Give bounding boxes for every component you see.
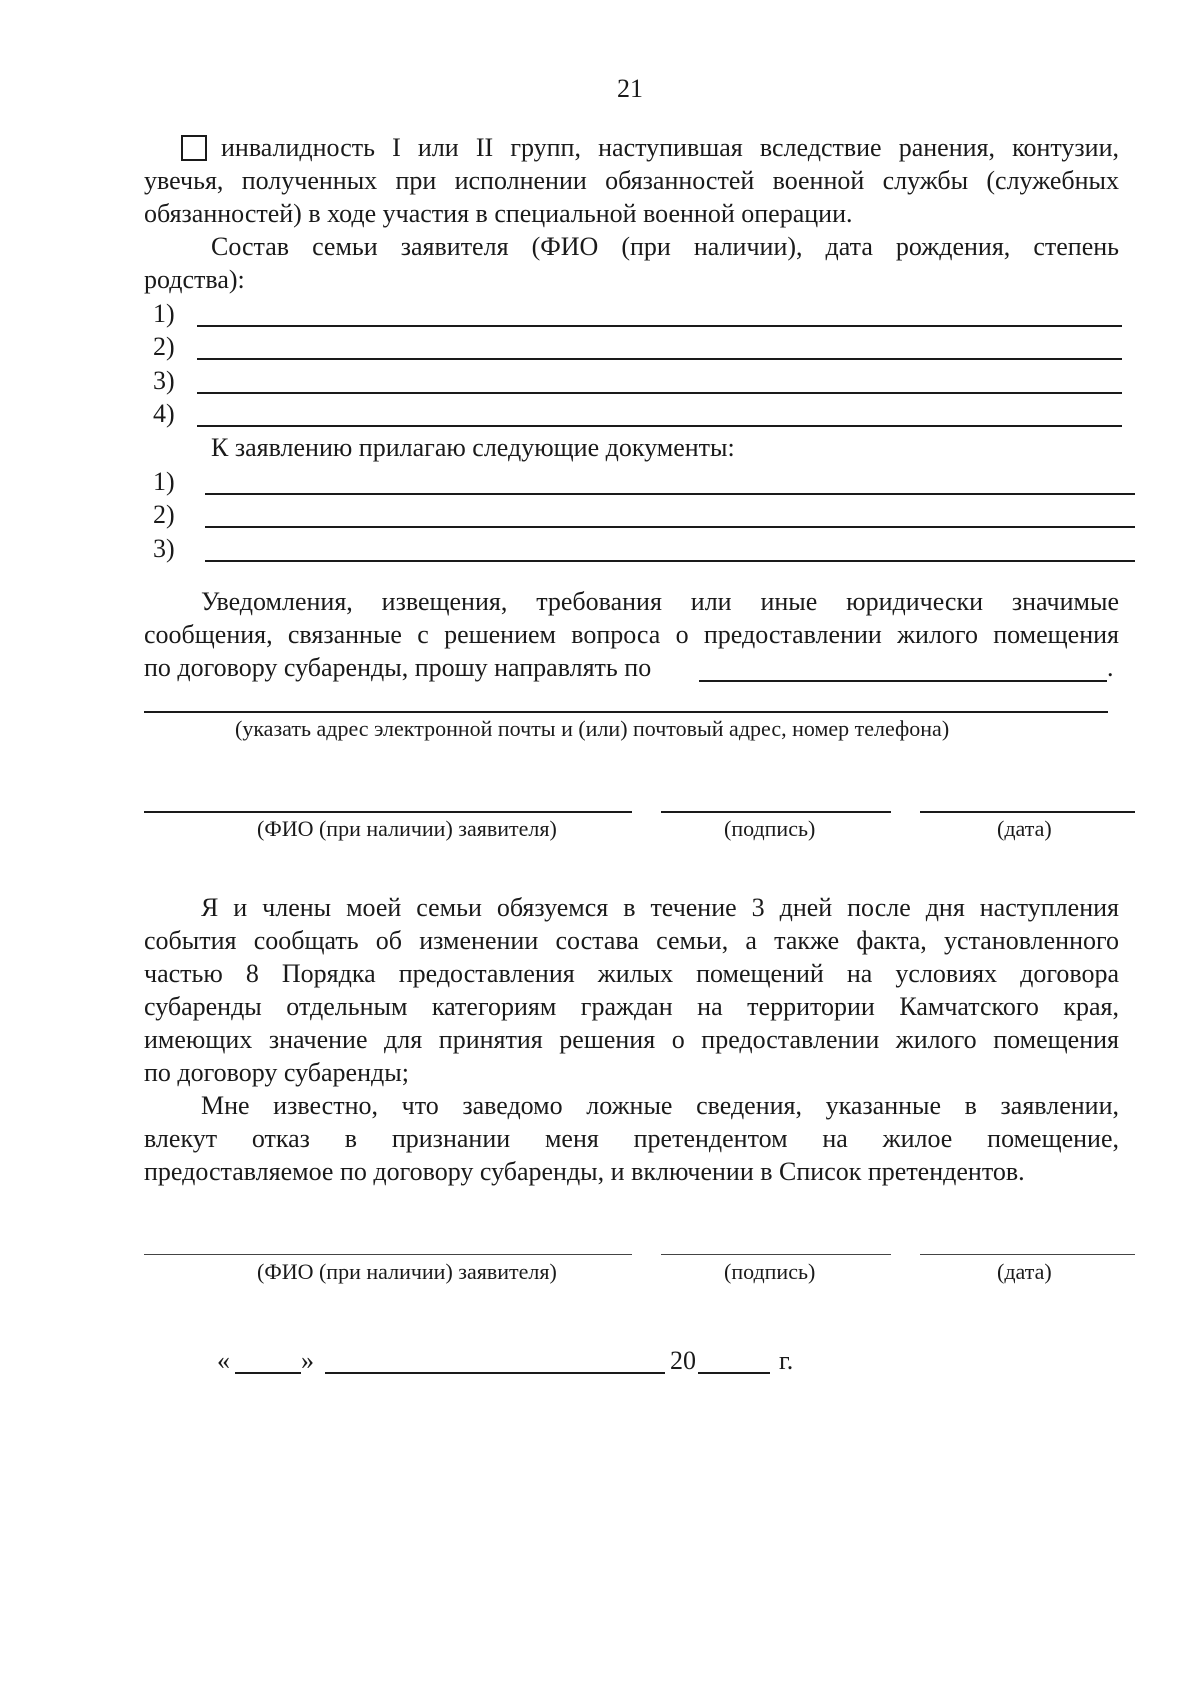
obligation-line-5: имеющих значение для принятия решения о предоставлении жилого помещения (144, 1025, 1119, 1054)
year-prefix: 20 (670, 1346, 696, 1375)
contact-field-hint: (указать адрес электронной почты и (или) почтовый адрес, номер телефона) (235, 716, 950, 741)
year-field[interactable] (698, 1372, 770, 1374)
notifications-line-3-period: . (1107, 653, 1114, 682)
page-number: 21 (617, 74, 643, 103)
document-item-number: 2) (153, 500, 175, 529)
signature-field[interactable] (661, 811, 891, 813)
family-item-number: 4) (153, 399, 175, 428)
day-close-quote: » (301, 1346, 314, 1375)
signature-caption: (подпись) (724, 1259, 816, 1284)
family-member-field[interactable] (197, 358, 1122, 360)
day-open-quote: « (217, 1346, 230, 1375)
family-member-field[interactable] (197, 425, 1122, 427)
notifications-line-3: по договору субаренды, прошу направлять по (144, 653, 652, 682)
obligation-line-3: частью 8 Порядка предоставления жилых помещений на условиях договора (144, 959, 1119, 988)
obligation-line-4: субаренды отдельным категориям граждан на территории Камчатского края, (144, 992, 1119, 1021)
disability-text-line-2: увечья, полученных при исполнении обязанностей военной службы (служебных (144, 166, 1119, 195)
family-member-field[interactable] (197, 325, 1122, 327)
awareness-line-2: влекут отказ в признании меня претендентом на жилое помещение, (144, 1124, 1119, 1153)
day-field[interactable] (235, 1372, 301, 1374)
document-item-number: 1) (153, 467, 175, 496)
applicant-name-field[interactable] (144, 811, 632, 813)
disability-text-line-1: инвалидность I или II групп, наступившая вследствие ранения, контузии, (221, 133, 1119, 162)
family-item-number: 2) (153, 332, 175, 361)
contact-field-continuation[interactable] (144, 711, 1108, 713)
document-item-number: 3) (153, 534, 175, 563)
family-item-number: 1) (153, 299, 175, 328)
signature-caption: (подпись) (724, 816, 816, 841)
documents-heading: К заявлению прилагаю следующие документы: (211, 433, 735, 462)
month-field[interactable] (325, 1372, 665, 1374)
date-caption: (дата) (997, 1259, 1052, 1284)
notifications-line-2: сообщения, связанные с решением вопроса о предоставлении жилого помещения (144, 620, 1119, 649)
family-heading-line-2: родства): (144, 265, 245, 294)
obligation-line-1: Я и члены моей семьи обязуемся в течение 3 дней после дня наступления (201, 893, 1119, 922)
document-field[interactable] (205, 526, 1135, 528)
year-suffix: г. (779, 1346, 794, 1375)
family-member-field[interactable] (197, 392, 1122, 394)
document-field[interactable] (205, 560, 1135, 562)
contact-field[interactable] (699, 680, 1107, 682)
date-field[interactable] (920, 811, 1135, 813)
disability-checkbox[interactable] (181, 135, 207, 161)
document-field[interactable] (205, 493, 1135, 495)
family-heading-line-1: Состав семьи заявителя (ФИО (при наличии), дата рождения, степень (211, 232, 1119, 261)
applicant-name-caption: (ФИО (при наличии) заявителя) (257, 1259, 557, 1284)
obligation-line-2: события сообщать об изменении состава семьи, а также факта, установленного (144, 926, 1119, 955)
notifications-line-1: Уведомления, извещения, требования или иные юридически значимые (201, 587, 1119, 616)
awareness-line-1: Мне известно, что заведомо ложные сведения, указанные в заявлении, (201, 1091, 1119, 1120)
awareness-line-3: предоставляемое по договору субаренды, и включении в Список претендентов. (144, 1157, 1025, 1186)
obligation-line-6: по договору субаренды; (144, 1058, 409, 1087)
date-field[interactable] (920, 1254, 1135, 1255)
applicant-name-field[interactable] (144, 1254, 632, 1255)
date-caption: (дата) (997, 816, 1052, 841)
disability-text-line-3: обязанностей) в ходе участия в специальной военной операции. (144, 199, 853, 228)
family-item-number: 3) (153, 366, 175, 395)
applicant-name-caption: (ФИО (при наличии) заявителя) (257, 816, 557, 841)
signature-field[interactable] (661, 1254, 891, 1255)
